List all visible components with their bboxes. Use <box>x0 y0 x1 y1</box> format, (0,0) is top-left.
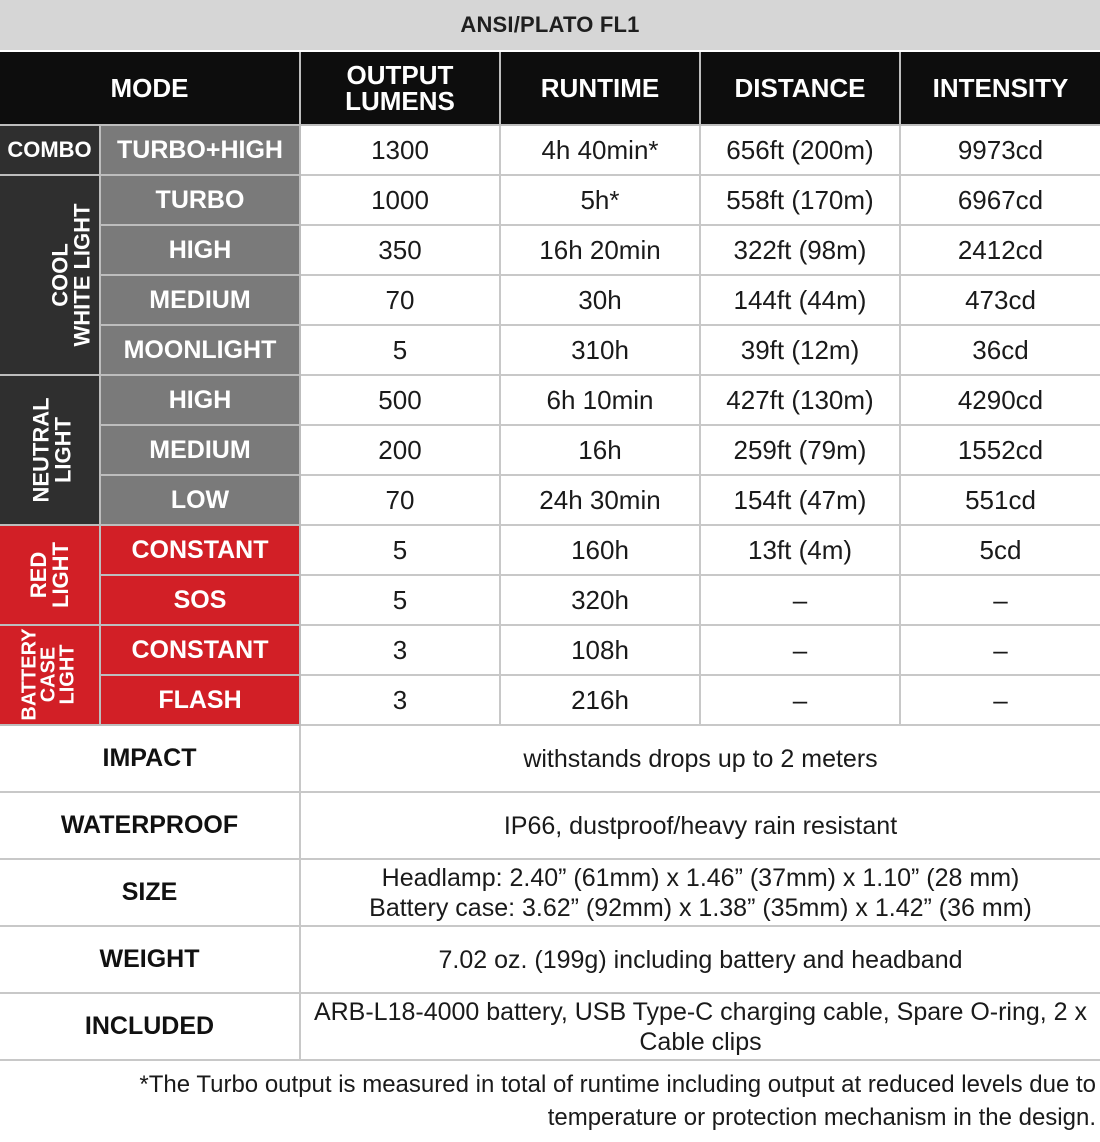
table-row <box>0 375 1100 425</box>
lumens-cell: 200 <box>300 425 500 475</box>
intensity-cell: 5cd <box>900 525 1100 575</box>
table-row <box>0 175 1100 225</box>
runtime-cell: 160h <box>500 525 700 575</box>
footnote-line: temperature or protection mechanism in the design. <box>547 1104 1096 1131</box>
runtime-cell: 24h 30min <box>500 475 700 525</box>
intensity-cell: 36cd <box>900 325 1100 375</box>
intensity-cell: – <box>900 625 1100 675</box>
size-value <box>300 859 1100 926</box>
distance-cell: 427ft (130m) <box>700 375 900 425</box>
table-row <box>0 575 1100 625</box>
spec-row-waterproof <box>0 792 1100 859</box>
footnote-line: *The Turbo output is measured in total of runtime including output at reduced levels due to <box>139 1071 1096 1098</box>
lumens-cell: 1000 <box>300 175 500 225</box>
intensity-cell: 6967cd <box>900 175 1100 225</box>
spec-row-included <box>0 993 1100 1060</box>
mode-cell: HIGH <box>100 375 300 425</box>
table-row <box>0 225 1100 275</box>
runtime-cell: 4h 40min* <box>500 125 700 175</box>
header-distance: DISTANCE <box>700 52 900 125</box>
lumens-cell: 5 <box>300 575 500 625</box>
intensity-cell: 2412cd <box>900 225 1100 275</box>
lumens-cell: 350 <box>300 225 500 275</box>
group-label-line: WHITE LIGHT <box>69 203 95 346</box>
distance-cell: – <box>700 675 900 725</box>
intensity-cell: 4290cd <box>900 375 1100 425</box>
runtime-cell: 5h* <box>500 175 700 225</box>
mode-cell: SOS <box>100 575 300 625</box>
group-label-line: LIGHT <box>47 541 73 608</box>
runtime-cell: 16h 20min <box>500 225 700 275</box>
distance-cell: – <box>700 625 900 675</box>
group-label-line: LIGHT <box>50 416 76 483</box>
header-intensity: INTENSITY <box>900 52 1100 125</box>
included-label: INCLUDED <box>0 993 300 1060</box>
group-label-line: COOL <box>47 242 73 307</box>
size-value-line: Headlamp: 2.40” (61mm) x 1.46” (37mm) x 1.10” (28 mm) <box>381 863 1020 892</box>
spec-row-size <box>0 859 1100 926</box>
intensity-cell: 551cd <box>900 475 1100 525</box>
lumens-cell: 500 <box>300 375 500 425</box>
mode-cell: TURBO <box>100 175 300 225</box>
weight-value: 7.02 oz. (199g) including battery and headband <box>300 926 1100 993</box>
table-row <box>0 525 1100 575</box>
mode-cell: MOONLIGHT <box>100 325 300 375</box>
group-label-line: BATTERY <box>19 628 41 721</box>
table-row <box>0 625 1100 675</box>
impact-value: withstands drops up to 2 meters <box>300 725 1100 792</box>
intensity-cell: 9973cd <box>900 125 1100 175</box>
mode-cell: CONSTANT <box>100 525 300 575</box>
spec-row-weight <box>0 926 1100 993</box>
distance-cell: 259ft (79m) <box>700 425 900 475</box>
intensity-cell: – <box>900 675 1100 725</box>
lumens-cell: 1300 <box>300 125 500 175</box>
distance-cell: – <box>700 575 900 625</box>
lumens-cell: 70 <box>300 275 500 325</box>
header-output-line1: OUTPUT <box>346 60 454 90</box>
table-row <box>0 125 1100 175</box>
group-combo: COMBO <box>0 125 100 175</box>
table-title: ANSI/PLATO FL1 <box>0 0 1100 50</box>
distance-cell: 154ft (47m) <box>700 475 900 525</box>
included-value <box>300 993 1100 1060</box>
table-row <box>0 675 1100 725</box>
table-row <box>0 325 1100 375</box>
mode-cell: MEDIUM <box>100 275 300 325</box>
lumens-cell: 3 <box>300 675 500 725</box>
distance-cell: 144ft (44m) <box>700 275 900 325</box>
spec-row-impact <box>0 725 1100 792</box>
header-runtime: RUNTIME <box>500 52 700 125</box>
mode-cell: TURBO+HIGH <box>100 125 300 175</box>
lumens-cell: 3 <box>300 625 500 675</box>
runtime-cell: 320h <box>500 575 700 625</box>
included-value-line: ARB-L18-4000 battery, USB Type-C charging cable, Spare O-ring, 2 x <box>313 997 1088 1026</box>
weight-label: WEIGHT <box>0 926 300 993</box>
mode-cell: HIGH <box>100 225 300 275</box>
runtime-cell: 16h <box>500 425 700 475</box>
mode-cell: LOW <box>100 475 300 525</box>
group-neutral-light <box>0 375 100 525</box>
group-cool-white-light <box>0 175 100 375</box>
distance-cell: 39ft (12m) <box>700 325 900 375</box>
intensity-cell: 1552cd <box>900 425 1100 475</box>
table-row <box>0 425 1100 475</box>
table-row <box>0 275 1100 325</box>
group-label-line: RED <box>25 551 51 598</box>
runtime-cell: 310h <box>500 325 700 375</box>
group-label-line: CASE <box>38 646 60 703</box>
runtime-cell: 6h 10min <box>500 375 700 425</box>
distance-cell: 322ft (98m) <box>700 225 900 275</box>
group-battery-case-light <box>0 625 100 725</box>
distance-cell: 558ft (170m) <box>700 175 900 225</box>
header-output-line2: LUMENS <box>345 86 455 116</box>
waterproof-value: IP66, dustproof/heavy rain resistant <box>300 792 1100 859</box>
waterproof-label: WATERPROOF <box>0 792 300 859</box>
intensity-cell: – <box>900 575 1100 625</box>
runtime-cell: 30h <box>500 275 700 325</box>
lumens-cell: 5 <box>300 525 500 575</box>
size-value-line: Battery case: 3.62” (92mm) x 1.38” (35mm) x 1.42” (36 mm) <box>369 893 1032 922</box>
runtime-cell: 216h <box>500 675 700 725</box>
header-row <box>0 52 1100 125</box>
included-value-line: Cable clips <box>639 1027 762 1056</box>
header-mode: MODE <box>0 52 300 125</box>
header-output-lumens <box>300 52 500 125</box>
mode-cell: FLASH <box>100 675 300 725</box>
group-label-line: LIGHT <box>57 644 79 705</box>
mode-cell: CONSTANT <box>100 625 300 675</box>
group-label-line: NEUTRAL <box>28 396 54 503</box>
footnote <box>6 1068 1096 1134</box>
mode-cell: MEDIUM <box>100 425 300 475</box>
distance-cell: 13ft (4m) <box>700 525 900 575</box>
impact-label: IMPACT <box>0 725 300 792</box>
distance-cell: 656ft (200m) <box>700 125 900 175</box>
intensity-cell: 473cd <box>900 275 1100 325</box>
table-row <box>0 475 1100 525</box>
size-label: SIZE <box>0 859 300 926</box>
lumens-cell: 5 <box>300 325 500 375</box>
runtime-cell: 108h <box>500 625 700 675</box>
performance-table <box>0 52 1100 1061</box>
lumens-cell: 70 <box>300 475 500 525</box>
group-red-light <box>0 525 100 625</box>
